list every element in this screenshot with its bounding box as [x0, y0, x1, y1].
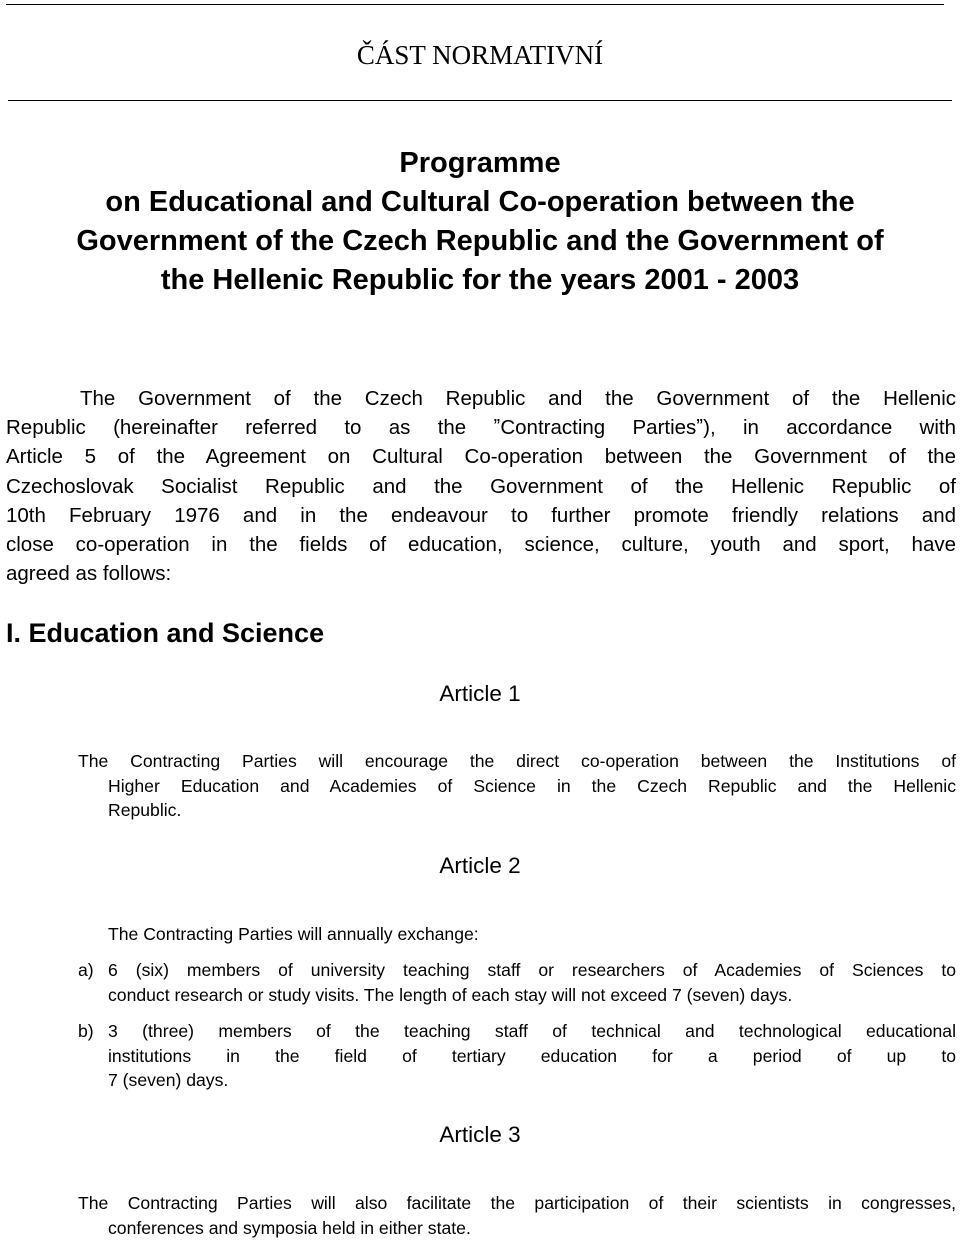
article-1-heading: Article 1 [439, 681, 521, 706]
article-2-intro [108, 922, 956, 947]
preamble-line: The Government of the Czech Republic and the Government of the Hellenic [80, 387, 956, 410]
preamble-line: agreed as follows: [6, 562, 172, 586]
section-header: ČÁST NORMATIVNÍ [356, 40, 604, 70]
list-marker: b) [78, 1021, 94, 1041]
list-item-line: institutions in the field of tertiary education for a period of up to [108, 1045, 956, 1066]
preamble-line: Article 5 of the Agreement on Cultural Co-operation between the Government of the [6, 445, 956, 469]
list-item-line: conduct research or study visits. The length of each stay will not exceed 7 (seven) days. [108, 984, 793, 1005]
preamble-line: close co-operation in the fields of education, science, culture, youth and sport, have [6, 533, 956, 557]
article-2-heading: Article 2 [439, 853, 521, 878]
list-item-body [108, 1019, 956, 1093]
article-1-paragraph [78, 749, 956, 823]
list-item-body [108, 958, 956, 1007]
article-3-paragraph [78, 1191, 956, 1240]
list-item-line: 3 (three) members of the teaching staff of technical and technological educational [108, 1021, 956, 1041]
preamble-line: Czechoslovak Socialist Republic and the Government of the Hellenic Republic of [6, 474, 956, 498]
top-rule [6, 4, 944, 5]
document-title [0, 144, 960, 300]
article-line: The Contracting Parties will encourage the direct co-operation between the Institutions of [78, 751, 956, 771]
preamble-paragraph [6, 384, 956, 588]
article-line: conferences and symposia held in either state. [108, 1217, 471, 1238]
list-item-line: 6 (six) members of university teaching staff or researchers of Academies of Sciences to [108, 960, 956, 980]
article-line: The Contracting Parties will also facilitate the participation of their scientists in congresses, [78, 1193, 956, 1213]
list-item-line: 7 (seven) days. [108, 1070, 229, 1090]
title-line: Government of the Czech Republic and the Government of [76, 225, 884, 257]
article-line: Higher Education and Academies of Science in the Czech Republic and the Hellenic [108, 775, 956, 796]
article-3-heading: Article 3 [439, 1122, 521, 1147]
title-line: Programme [399, 147, 561, 179]
header-rule [8, 100, 952, 101]
list-marker: a) [78, 960, 94, 980]
preamble-line: 10th February 1976 and in the endeavour to further promote friendly relations and [6, 503, 956, 527]
title-line: the Hellenic Republic for the years 2001 - 2003 [160, 264, 800, 296]
preamble-line: Republic (hereinafter referred to as the ˮContracting Partiesˮ), in accordance with [6, 416, 956, 440]
section-heading: I. Education and Science [6, 618, 325, 648]
article-line: Republic. [108, 800, 182, 820]
article-line: The Contracting Parties will annually exchange: [108, 924, 479, 944]
title-line: on Educational and Cultural Co-operation between the [105, 186, 855, 218]
